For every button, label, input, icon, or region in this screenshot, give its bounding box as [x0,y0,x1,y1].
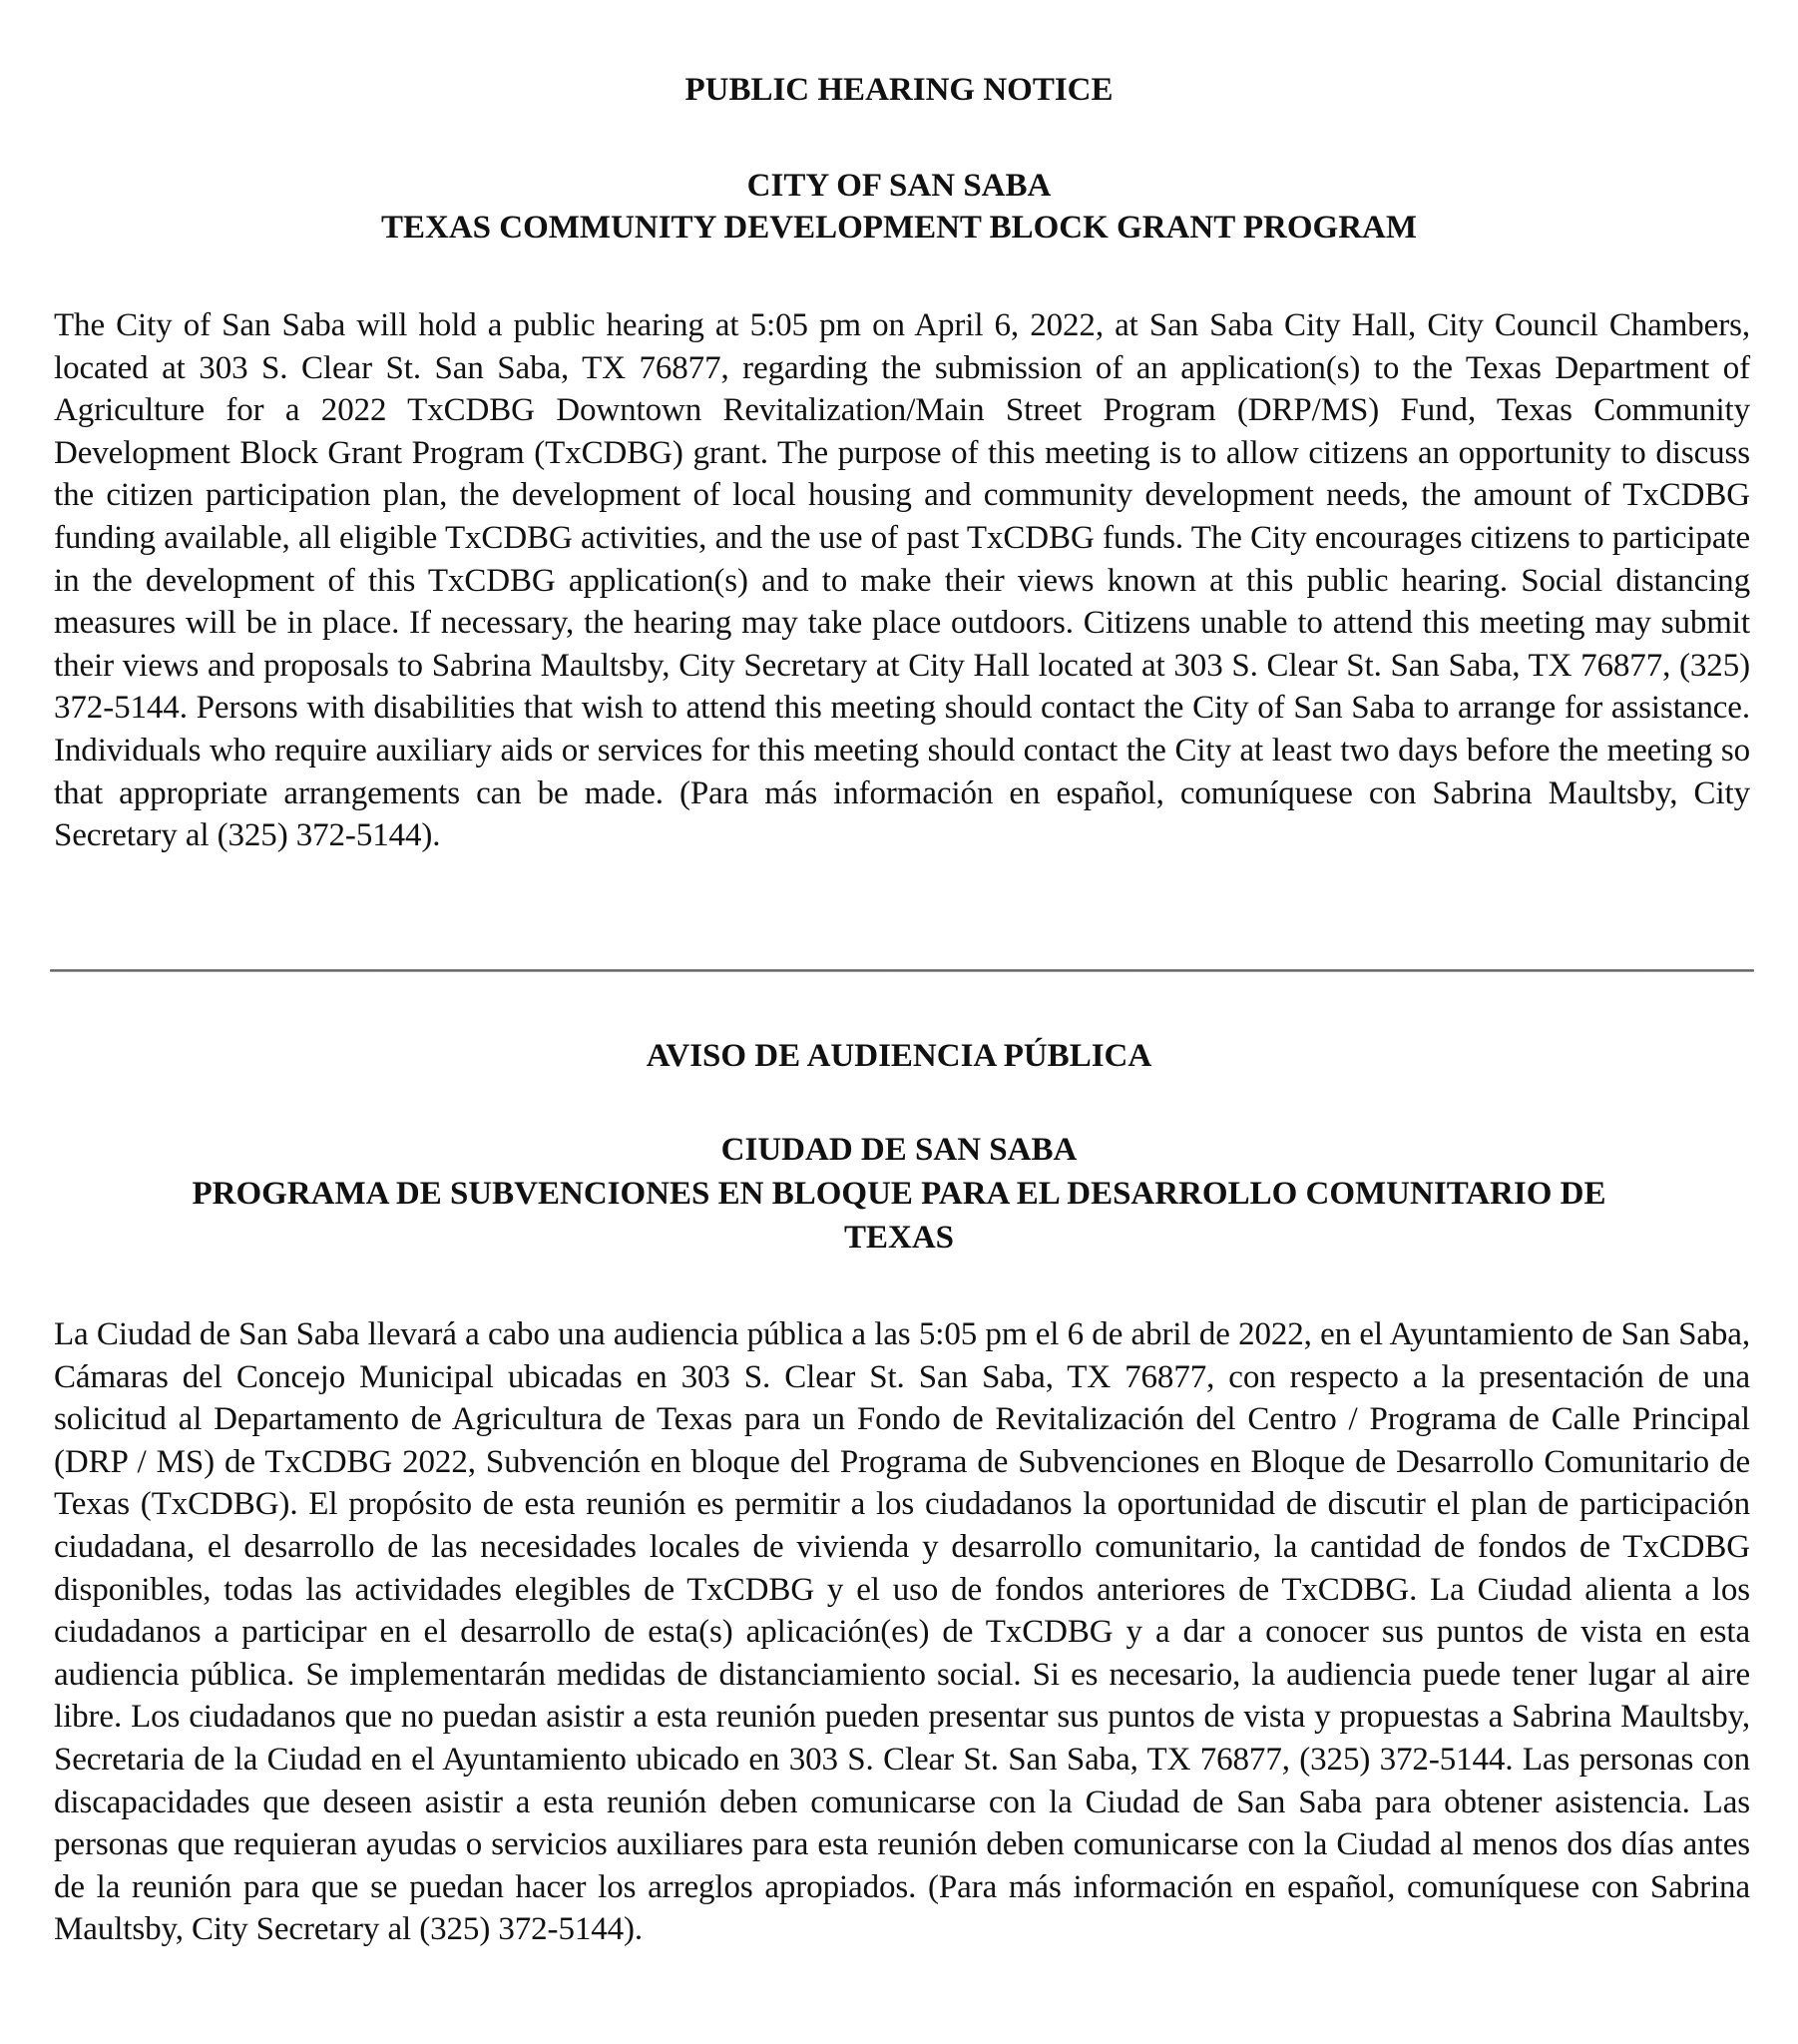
spanish-city-heading: CIUDAD DE SAN SABA [720,1132,1078,1168]
english-body-paragraph: The City of San Saba will hold a public hearing at 5:05 pm on April 6, 2022, at San Saba City Hall, City Council Chambers, located at 303 S. Clear St. San Saba, TX 76877, regarding the submission of an application(s) to the Texas Department of Agriculture for a 2022 TxCDBG Downtown Revitalization/Main Street Program (DRP/MS) Fund, Texas Community Development Block Grant Program (TxCDBG) grant. The purpose of this meeting is to allow citizens an opportunity to discuss the citizen participation plan, the development of local housing and community development needs, the amount of TxCDBG funding available, all eligible TxCDBG activities, and the use of past TxCDBG funds. The City encourages citizens to participate in the development of this TxCDBG application(s) and to make their views known at this public hearing. Social distancing measures will be in place. If necessary, the hearing may take place outdoors. Citizens unable to attend this meeting may submit their views and proposals to Sabrina Maultsby, City Secretary at City Hall located at 303 S. Clear St. San Saba, TX 76877, (325) 372-5144. Persons with disabilities that wish to attend this meeting should contact the City of San Saba to arrange for assistance. Individuals who require auxiliary aids or services for this meeting should contact the City at least two days before the meeting so that appropriate arrangements can be made. (Para más información en español, comuníquese con Sabrina Maultsby, City Secretary al (325) 372-5144). [54,307,1750,854]
spanish-title: AVISO DE AUDIENCIA PÚBLICA [646,1038,1152,1074]
spanish-program-heading-line2: TEXAS [843,1220,955,1256]
spanish-body-paragraph: La Ciudad de San Saba llevará a cabo una audiencia pública a las 5:05 pm el 6 de abril de 2022, en el Ayuntamiento de San Saba, Cámaras del Concejo Municipal ubicadas en 303 S. Clear St. San Saba, TX 76877, con respecto a la presentación de una solicitud al Departamento de Agricultura de Texas para un Fondo de Revitalización del Centro / Programa de Calle Principal (DRP / MS) de TxCDBG 2022, Subvención en bloque del Programa de Subvenciones en Bloque de Desarrollo Comunitario de Texas (TxCDBG). El propósito de esta reunión es permitir a los ciudadanos la oportunidad de discutir el plan de participación ciudadana, el desarrollo de las necesidades locales de vivienda y desarrollo comunitario, la cantidad de fondos de TxCDBG disponibles, todas las actividades elegibles de TxCDBG y el uso de fondos anteriores de TxCDBG. La Ciudad alienta a los ciudadanos a participar en el desarrollo de esta(s) aplicación(es) de TxCDBG y a dar a conocer sus puntos de vista en esta audiencia pública. Se implementarán medidas de distanciamiento social. Si es necesario, la audiencia puede tener lugar al aire libre. Los ciudadanos que no puedan asistir a esta reunión pueden presentar sus puntos de vista y propuestas a Sabrina Maultsby, Secretaria de la Ciudad en el Ayuntamiento ubicado en 303 S. Clear St. San Saba, TX 76877, (325) 372-5144. Las personas con discapacidades que deseen asistir a esta reunión deben comunicarse con la Ciudad de San Saba para obtener asistencia. Las personas que requieran ayudas o servicios auxiliares para esta reunión deben comunicarse con la Ciudad al menos dos días antes de la reunión para que se puedan hacer los arreglos apropiados. (Para más información en español, comuníquese con Sabrina Maultsby, City Secretary al (325) 372-5144). [54,1316,1750,1948]
section-divider [50,969,1754,972]
english-city-heading: CITY OF SAN SABA [746,168,1052,204]
english-title: PUBLIC HEARING NOTICE [684,72,1114,108]
english-program-heading: TEXAS COMMUNITY DEVELOPMENT BLOCK GRANT PROGRAM [380,210,1418,246]
spanish-program-heading-line1: PROGRAMA DE SUBVENCIONES EN BLOQUE PARA EL DESARROLLO COMUNITARIO DE [192,1176,1606,1212]
